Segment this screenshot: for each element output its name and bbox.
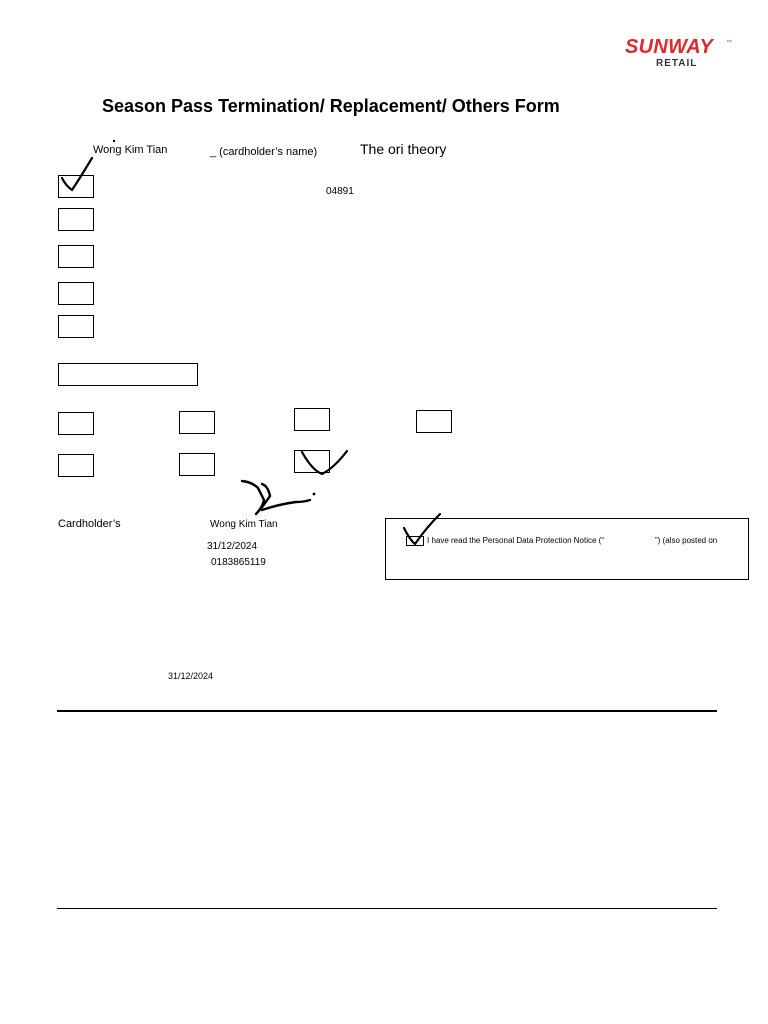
grid-checkbox-7[interactable]: [294, 450, 330, 473]
pdpa-consent-text-tail: ”) (also posted on: [655, 536, 718, 545]
option-checkbox-5[interactable]: [58, 315, 94, 338]
cardholder-signature-label: Cardholder’s: [58, 518, 121, 530]
grid-checkbox-3[interactable]: [294, 408, 330, 431]
trademark-mark: ™: [726, 40, 732, 46]
signature-date: 31/12/2024: [207, 541, 258, 552]
pdpa-consent-panel: [385, 518, 749, 580]
page-title: Season Pass Termination/ Replacement/ Others Form: [102, 96, 560, 116]
cardholder-name-value: Wong Kim Tian: [93, 144, 168, 156]
option-checkbox-3[interactable]: [58, 245, 94, 268]
brand-logo: SUNWAY: [625, 36, 714, 58]
pdpa-consent-checkbox[interactable]: [406, 536, 424, 546]
option-checkbox-2[interactable]: [58, 208, 94, 231]
section-divider: [57, 710, 717, 712]
grid-checkbox-1[interactable]: [58, 412, 94, 435]
contact-phone: 0183865119: [211, 557, 266, 568]
signatory-name: Wong Kim Tian: [210, 519, 278, 530]
brand-logo-subtitle: RETAIL: [656, 58, 698, 69]
ink-dot-icon: [313, 493, 316, 496]
other-details-field[interactable]: [58, 363, 198, 386]
office-date: 31/12/2024: [168, 671, 214, 681]
card-number-value: 04891: [326, 186, 354, 197]
cardholder-name-label: _ (cardholder’s name): [210, 146, 318, 158]
handwritten-note: The ori theory: [360, 141, 447, 157]
grid-checkbox-6[interactable]: [179, 453, 215, 476]
ink-dot-icon: [113, 140, 115, 142]
bottom-divider: [57, 908, 717, 909]
signature-scribble-icon: [242, 481, 310, 514]
grid-checkbox-2[interactable]: [179, 411, 215, 434]
option-checkbox-4[interactable]: [58, 282, 94, 305]
pdpa-consent-text: I have read the Personal Data Protection Notice (“: [427, 536, 604, 545]
grid-checkbox-5[interactable]: [58, 454, 94, 477]
grid-checkbox-4[interactable]: [416, 410, 452, 433]
option-checkbox-1[interactable]: [58, 175, 94, 198]
